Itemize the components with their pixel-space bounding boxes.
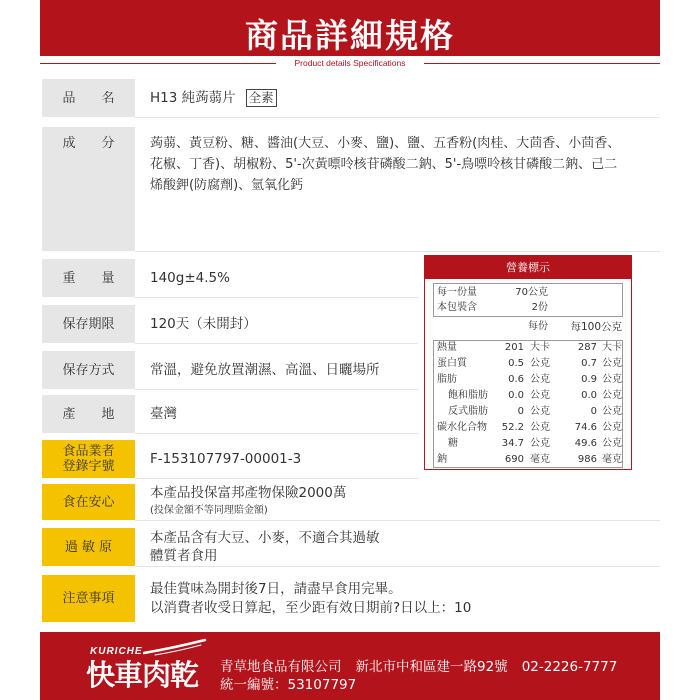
spec-label-allergen: 過 敏 原 (42, 528, 135, 566)
nutrient-per-serving-unit: 公克 (530, 438, 550, 449)
spec-value-allergen (150, 528, 380, 566)
spec-value-storage (150, 351, 380, 389)
storage-text: 常溫，避免放置潮濕、高溫、日曬場所 (150, 361, 380, 378)
nutrient-name: 反式脂肪 (448, 406, 488, 417)
nutrient-table (433, 340, 623, 468)
nutrient-per-serving-unit: 公克 (530, 358, 550, 369)
spec-value-name: H13 純蒟蒻片 (150, 89, 236, 106)
row-divider (135, 343, 418, 344)
nutrient-name: 糖 (448, 438, 458, 449)
servings-per-pack-label: 本包裝含 (437, 302, 477, 313)
nutrient-per-100g: 0.9 (581, 374, 597, 385)
company-phone: 02-2226-7777 (521, 659, 618, 675)
nutrient-row (434, 357, 622, 371)
nutrient-name: 熱量 (437, 342, 457, 353)
page-subtitle: Product details Specifications (294, 58, 406, 68)
company-tax-id: 統一編號：53107797 (220, 677, 357, 693)
serving-size-value: 70公克 (515, 287, 548, 298)
spec-label-registration (42, 440, 135, 478)
nutrient-row (434, 421, 622, 435)
spec-value-weight (150, 259, 230, 297)
nutrient-per-100g-unit: 公克 (602, 422, 622, 433)
spec-value-shelf-life (150, 305, 257, 343)
nutrient-row (434, 437, 622, 451)
nutrient-per-100g: 986 (577, 454, 597, 465)
notice-line: 以消費者收受日算起，至少距有效日期前?日以上：10 (150, 599, 472, 616)
nutrient-per-serving: 34.7 (501, 438, 524, 449)
spec-label-shelf-life: 保存期限 (42, 305, 135, 343)
spec-row-name (42, 79, 660, 117)
row-divider (135, 566, 660, 567)
nutrient-per-serving: 0.6 (508, 374, 524, 385)
ingredients-line: 花椒、丁香)、胡椒粉、5'-次黃嘌呤核苷磷酸二鈉、5'-鳥嘌呤核甘磷酸二鈉、己二 (150, 157, 618, 172)
company-address: 新北市中和區建一路92號 (355, 659, 508, 675)
nutrient-per-100g-unit: 公克 (602, 390, 622, 401)
allergen-line: 體質者食用 (150, 548, 218, 564)
spec-label-origin: 產 地 (42, 395, 135, 433)
company-info-line (220, 659, 631, 676)
row-divider (135, 389, 418, 390)
nutrient-per-serving-unit: 毫克 (530, 454, 550, 465)
nutrient-per-100g: 0 (590, 406, 597, 417)
nutrition-title: 營養標示 (425, 256, 631, 279)
weight-text: 140g±4.5% (150, 269, 230, 286)
nutrient-per-100g: 287 (577, 342, 597, 353)
spec-value-origin (150, 395, 177, 433)
nutrition-column-header (425, 320, 631, 334)
insurance-text: 本產品投保富邦產物保險2000萬 (150, 485, 347, 501)
nutrient-per-serving-unit: 公克 (530, 374, 550, 385)
spec-value-insurance (150, 484, 346, 520)
serving-info (433, 283, 623, 317)
registration-label-line: 登錄字號 (62, 459, 115, 474)
spec-value-ingredients (150, 127, 620, 251)
nutrient-per-serving-unit: 公克 (530, 406, 550, 417)
serving-size-label: 每一份量 (437, 287, 477, 298)
vegan-badge: 全素 (246, 89, 277, 107)
nutrient-per-serving-unit: 公克 (530, 422, 550, 433)
swoosh-icon (143, 638, 207, 656)
allergen-line: 本產品含有大豆、小麥，不適合其過敏 (150, 530, 380, 546)
servings-per-pack-value: 2份 (531, 302, 548, 313)
nutrient-row (434, 373, 622, 387)
nutrient-name: 鈉 (437, 454, 447, 465)
row-divider (135, 478, 418, 479)
spec-label-storage: 保存方式 (42, 351, 135, 389)
nutrient-per-serving: 201 (504, 342, 524, 353)
spec-label-insurance: 食在安心 (42, 484, 135, 520)
nutrient-per-serving: 0.5 (508, 358, 524, 369)
nutrient-row (434, 453, 622, 467)
spec-row-insurance (42, 484, 660, 520)
nutrient-per-100g: 49.6 (574, 438, 597, 449)
nutrient-per-serving: 690 (504, 454, 524, 465)
nutrient-name: 脂肪 (437, 374, 457, 385)
nutrient-per-100g-unit: 公克 (602, 438, 622, 449)
nutrient-per-100g: 0.0 (581, 390, 597, 401)
ingredients-line: 蒟蒻、黃豆粉、糖、醬油(大豆、小麥、鹽)、鹽、五香粉(肉桂、大茴香、小茴香、 (150, 136, 621, 151)
nutrient-row (434, 341, 622, 355)
nutrient-per-serving-unit: 大卡 (530, 342, 550, 353)
page-title: 商品詳細規格 (245, 16, 455, 55)
spec-value-name-wrap (150, 79, 277, 117)
spec-label-ingredients: 成 分 (42, 127, 135, 251)
company-name: 青草地食品有限公司 (220, 659, 342, 675)
nutrient-per-100g: 0.7 (581, 358, 597, 369)
spec-value-notice (150, 575, 471, 622)
row-divider (135, 117, 660, 118)
notice-line: 最佳賞味為開封後7日，請盡早食用完畢。 (150, 580, 402, 597)
row-divider (135, 297, 418, 298)
registration-label-line: 食品業者 (62, 444, 115, 459)
spec-row-notice (42, 575, 660, 622)
nutrient-per-100g-unit: 公克 (602, 406, 622, 417)
nutrient-name: 飽和脂肪 (448, 390, 488, 401)
nutrient-per-serving: 0.0 (508, 390, 524, 401)
nutrient-per-100g: 74.6 (574, 422, 597, 433)
brand-logo-en: KURICHE (90, 646, 143, 657)
shelf-life-text: 120天（未開封） (150, 315, 257, 332)
insurance-note: (投保金額不等同理賠金額) (150, 505, 268, 516)
nutrient-row (434, 405, 622, 419)
spec-row-allergen (42, 528, 660, 566)
header-banner (40, 0, 660, 56)
nutrient-row (434, 389, 622, 403)
footer-banner (40, 632, 660, 700)
nutrient-per-serving: 0 (517, 406, 524, 417)
nutrition-facts-panel (424, 255, 632, 470)
row-divider (135, 251, 660, 252)
nutrient-per-100g-unit: 公克 (602, 374, 622, 385)
ingredients-line: 烯酸鉀(防腐劑)、氫氧化鈣 (150, 178, 304, 193)
column-per-100g: 每100公克 (570, 321, 622, 333)
row-divider (135, 433, 418, 434)
spec-value-registration (150, 440, 301, 478)
brand-logo-zh: 快車肉乾 (86, 658, 199, 692)
nutrient-name: 蛋白質 (437, 358, 467, 369)
nutrient-per-100g-unit: 公克 (602, 358, 622, 369)
origin-text: 臺灣 (150, 405, 177, 422)
spec-label-weight: 重 量 (42, 259, 135, 297)
nutrient-per-100g-unit: 大卡 (602, 342, 622, 353)
spec-row-ingredients (42, 127, 660, 251)
spec-label-notice: 注意事項 (42, 575, 135, 622)
servings-per-pack-row (437, 300, 548, 315)
nutrient-name: 碳水化合物 (437, 422, 487, 433)
nutrient-per-serving-unit: 公克 (530, 390, 550, 401)
registration-number: F-153107797-00001-3 (150, 450, 302, 467)
column-per-serving: 每份 (528, 321, 548, 332)
spec-label-name: 品 名 (42, 79, 135, 117)
nutrient-per-100g-unit: 毫克 (602, 454, 622, 465)
row-divider (135, 520, 660, 521)
nutrient-per-serving: 52.2 (501, 422, 524, 433)
serving-size-row (437, 285, 548, 300)
